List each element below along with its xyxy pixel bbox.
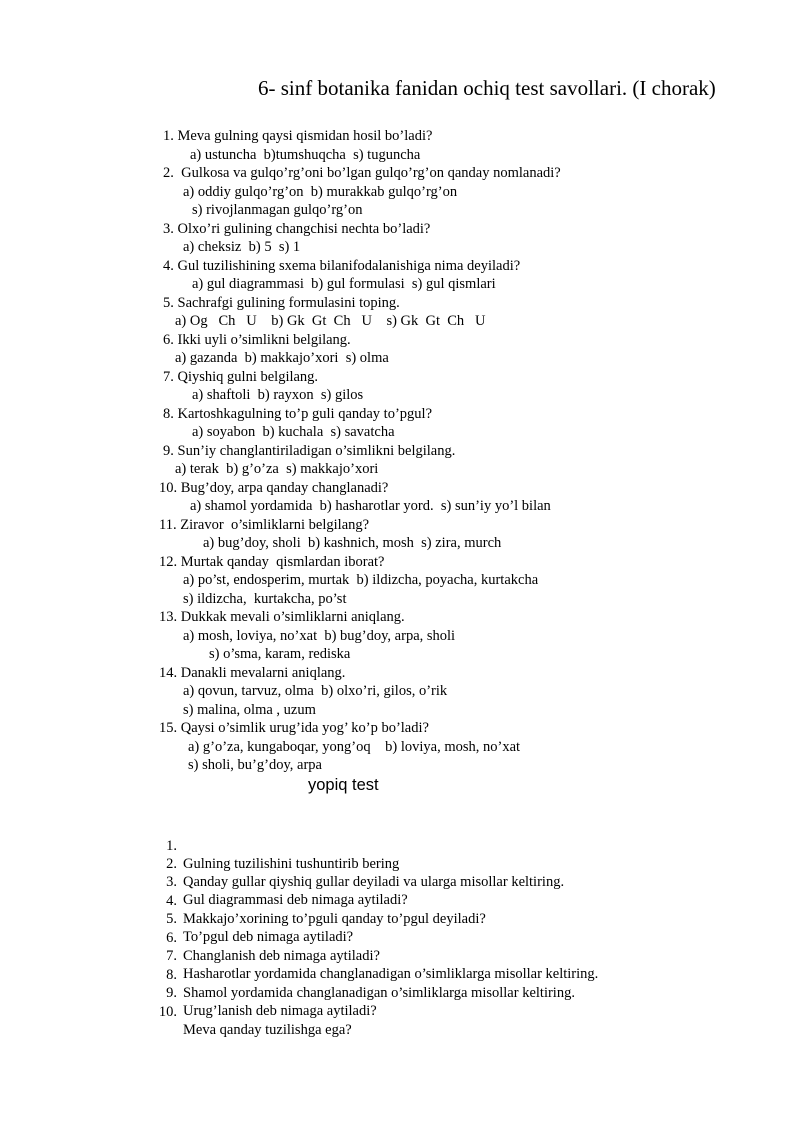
answers-2-cont: s) rivojlanmagan gulqo’rg’on <box>192 202 363 218</box>
question-12: 12. Murtak qanday qismlardan iborat? <box>159 554 385 570</box>
answers-3: a) cheksiz b) 5 s) 1 <box>183 239 301 255</box>
question-3: 3. Olxo’ri gulining changchisi nechta bo’ladi? <box>163 221 431 237</box>
question-6: 6. Ikki uyli o’simlikni belgilang. <box>163 332 351 348</box>
closed-item-text: To’pgul deb nimaga aytiladi? <box>183 929 354 945</box>
closed-item-number: 9. <box>166 985 177 1001</box>
question-15: 15. Qaysi o’simlik urug’ida yog’ ko’p bo’ladi? <box>159 720 429 736</box>
answers-9: a) terak b) g’o’za s) makkajo’xori <box>175 461 379 477</box>
question-7: 7. Qiyshiq gulni belgilang. <box>163 369 319 385</box>
question-4: 4. Gul tuzilishining sxema bilanifodalanishiga nima deyiladi? <box>163 258 521 274</box>
closed-item-text: Qanday gullar qiyshiq gullar deyiladi va ularga misollar keltiring. <box>183 874 565 890</box>
closed-item-number: 10. <box>158 1004 177 1020</box>
closed-item-text: Makkajo’xorining to’pguli qanday to’pgul deyiladi? <box>183 911 486 927</box>
answers-4: a) gul diagrammasi b) gul formulasi s) gul qismlari <box>192 276 496 292</box>
question-14: 14. Danakli mevalarni aniqlang. <box>159 665 346 681</box>
question-1: 1. Meva gulning qaysi qismidan hosil bo’ladi? <box>163 128 433 144</box>
page-title: 6- sinf botanika fanidan ochiq test savollari. (I chorak) <box>258 76 716 100</box>
answers-15: a) g’o’za, kungaboqar, yong’oq b) loviya, mosh, no’xat <box>188 739 521 755</box>
question-9: 9. Sun’iy changlantiriladigan o’simlikni belgilang. <box>163 443 456 459</box>
answers-12-cont: s) ildizcha, kurtakcha, po’st <box>183 591 347 607</box>
answers-7: a) shaftoli b) rayxon s) gilos <box>192 387 364 403</box>
question-5: 5. Sachrafgi gulining formulasini toping. <box>163 295 400 311</box>
question-8: 8. Kartoshkagulning to’p guli qanday to’pgul? <box>163 406 433 422</box>
closed-item-text: Meva qanday tuzilishga ega? <box>183 1022 352 1038</box>
closed-item-text: Changlanish deb nimaga aytiladi? <box>183 948 380 964</box>
answers-12: a) po’st, endosperim, murtak b) ildizcha, poyacha, kurtakcha <box>183 572 539 588</box>
closed-item-number: 5. <box>166 911 177 927</box>
closed-item-text: Urug’lanish deb nimaga aytiladi? <box>183 1003 377 1019</box>
closed-test-title: yopiq test <box>308 776 379 794</box>
answers-13-cont: s) o’sma, karam, rediska <box>209 646 351 662</box>
closed-item-number: 1. <box>166 838 177 854</box>
question-11: 11. Ziravor o’simliklarni belgilang? <box>159 517 370 533</box>
answers-2: a) oddiy gulqo’rg’on b) murakkab gulqo’rg’on <box>183 184 458 200</box>
closed-item-number: 4. <box>166 893 177 909</box>
closed-item-number: 3. <box>166 874 177 890</box>
answers-1: a) ustuncha b)tumshuqcha s) tuguncha <box>190 147 421 163</box>
closed-item-number: 8. <box>166 967 177 983</box>
question-2: 2. Gulkosa va gulqo’rg’oni bo’lgan gulqo’rg’on qanday nomlanadi? <box>163 165 561 181</box>
question-13: 13. Dukkak mevali o’simliklarni aniqlang. <box>159 609 405 625</box>
answers-14-cont: s) malina, olma , uzum <box>183 702 316 718</box>
closed-item-text: Hasharotlar yordamida changlanadigan o’simliklarga misollar keltiring. <box>183 966 599 982</box>
answers-8: a) soyabon b) kuchala s) savatcha <box>192 424 395 440</box>
answers-6: a) gazanda b) makkajo’xori s) olma <box>175 350 389 366</box>
closed-item-number: 6. <box>166 930 177 946</box>
question-10: 10. Bug’doy, arpa qanday changlanadi? <box>159 480 389 496</box>
answers-13: a) mosh, loviya, no’xat b) bug’doy, arpa, sholi <box>183 628 456 644</box>
closed-item-number: 2. <box>166 856 177 872</box>
answers-5: a) Og Ch U b) Gk Gt Ch U s) Gk Gt Ch U <box>175 313 486 329</box>
answers-11: a) bug’doy, sholi b) kashnich, mosh s) zira, murch <box>203 535 502 551</box>
closed-item-text: Gul diagrammasi deb nimaga aytiladi? <box>183 892 408 908</box>
closed-item-number: 7. <box>166 948 177 964</box>
closed-item-text: Shamol yordamida changlanadigan o’simliklarga misollar keltiring. <box>183 985 575 1001</box>
answers-15-cont: s) sholi, bu’g’doy, arpa <box>188 757 322 773</box>
closed-item-text: Gulning tuzilishini tushuntirib bering <box>183 856 400 872</box>
answers-10: a) shamol yordamida b) hasharotlar yord. s) sun’iy yo’l bilan <box>190 498 551 514</box>
answers-14: a) qovun, tarvuz, olma b) olxo’ri, gilos, o’rik <box>183 683 448 699</box>
